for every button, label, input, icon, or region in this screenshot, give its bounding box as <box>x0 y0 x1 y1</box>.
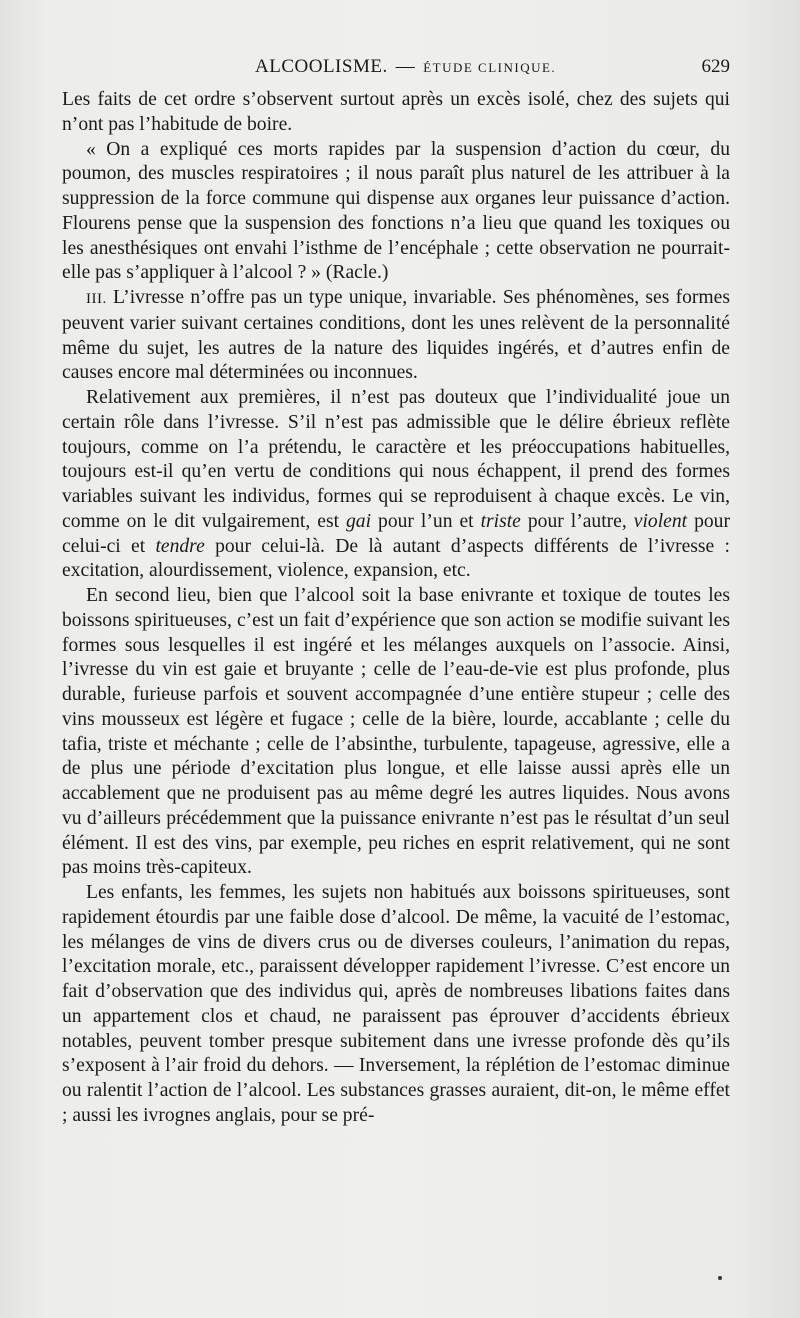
emphasis-gai: gai <box>346 510 372 532</box>
paragraph-2: « On a expliqué ces morts rapides par la suspension d’action du cœur, du poumon, des muscles respiratoires ; il nous paraît plus naturel de les attribuer à la suppression de la force commune qui dispense aux organes leur puissance d’action. Flourens pense que la suspension des fonctions n’a lieu que quand les toxiques ou les anesthésiques ont envahi l’isthme de l’encéphale ; cette observation ne pourrait-elle pas s’appliquer à l’alcool ? » (Racle.) <box>62 138 730 284</box>
paragraph-4-part-b: pour l’un et <box>378 510 474 532</box>
header-subtitle: ÉTUDE CLINIQUE. <box>423 60 557 75</box>
emphasis-triste: triste <box>480 510 521 532</box>
page-number: 629 <box>701 56 730 77</box>
paragraph-4-part-c: pour l’autre, <box>527 510 627 532</box>
paragraph-3-text: L’ivresse n’offre pas un type unique, invariable. Ses phénomènes, ses formes peuvent varier suivant certaines conditions, dont les unes relèvent de la personnalité même du sujet, les autres de la nature des liquides ingérés, et d’autres enfin de causes encore mal déterminées ou inconnues. <box>62 287 730 384</box>
paragraph-1: Les faits de cet ordre s’observent surtout après un excès isolé, chez des sujets qui n’ont pas l’habitude de boire. <box>62 89 730 135</box>
paragraph-4-part-d: pour celui-ci et <box>62 510 730 557</box>
emphasis-tendre: tendre <box>155 535 205 557</box>
paragraph-4-part-e: pour celui-là. De là autant d’aspects différents de l’ivresse : excitation, alourdissement, violence, expansion, etc. <box>62 535 730 582</box>
paragraph-3 <box>62 286 730 386</box>
paragraph-4 <box>62 386 730 584</box>
emphasis-violent: violent <box>633 510 688 532</box>
body-text <box>62 88 730 1129</box>
paragraph-5: En second lieu, bien que l’alcool soit la base enivrante et toxique de toutes les boissons spiritueuses, c’est un fait d’expérience que son action se modifie suivant les formes sous lesquelles il est ingéré et les mélanges auxquels on l’associe. Ainsi, l’ivresse du vin est gaie et bruyante ; celle de l’eau-de-vie est plus profonde, plus durable, furieuse parfois et souvent accompagnée d’une entière stupeur ; celle des vins mousseux est légère et fugace ; celle de la bière, lourde, accablante ; celle du tafia, triste et méchante ; celle de l’absinthe, turbulente, tapageuse, agressive, elle a de plus une période d’excitation plus longue, et elle laisse aussi après elle un accablement que ne produisent pas au même degré les autres liquides. Nous avons vu d’ailleurs précédemment que la puissance enivrante n’est pas le résultat d’un seul élément. Il est des vins, par exemple, peu riches en esprit relativement, qui ne sont pas moins très-capiteux. <box>62 585 730 879</box>
ink-speck <box>718 1276 722 1280</box>
paragraph-6: Les enfants, les femmes, les sujets non habitués aux boissons spiritueuses, sont rapidement étourdis par une faible dose d’alcool. De même, la vacuité de l’estomac, les mélanges de vins de divers crus ou de diverses couleurs, l’animation du repas, l’excitation morale, etc., paraissent développer rapidement l’ivresse. C’est encore un fait d’observation que des individus qui, après de nombreuses libations faites dans un appartement clos et chaud, ne paraissent pas éprouver d’accidents ébrieux notables, peuvent tomber presque subitement dans une ivresse profonde dès qu’ils s’exposent à l’air froid du dehors. — Inversement, la réplétion de l’estomac diminue ou ralentit l’action de l’alcool. Les substances grasses auraient, dit-on, le même effet ; aussi les ivrognes anglais, pour se pré- <box>62 882 730 1126</box>
header-title: ALCOOLISME. <box>255 56 388 77</box>
header-dash: — <box>395 56 416 77</box>
running-header <box>60 56 730 82</box>
running-title <box>255 56 556 78</box>
paragraph-4-part-a: Relativement aux premières, il n’est pas douteux que l’individualité joue un certain rôle dans l’ivresse. S’il n’est pas admissible que le délire ébrieux reflète toujours, comme on l’a prétendu, le caractère et les préoccupations habituelles, toujours est-il qu’en vertu de conditions qui nous échappent, il prend des formes variables suivant les individus, formes qui se reproduisent à chaque excès. Le vin, comme on le dit vulgairement, est <box>62 387 730 532</box>
section-marker: III. <box>86 291 107 307</box>
